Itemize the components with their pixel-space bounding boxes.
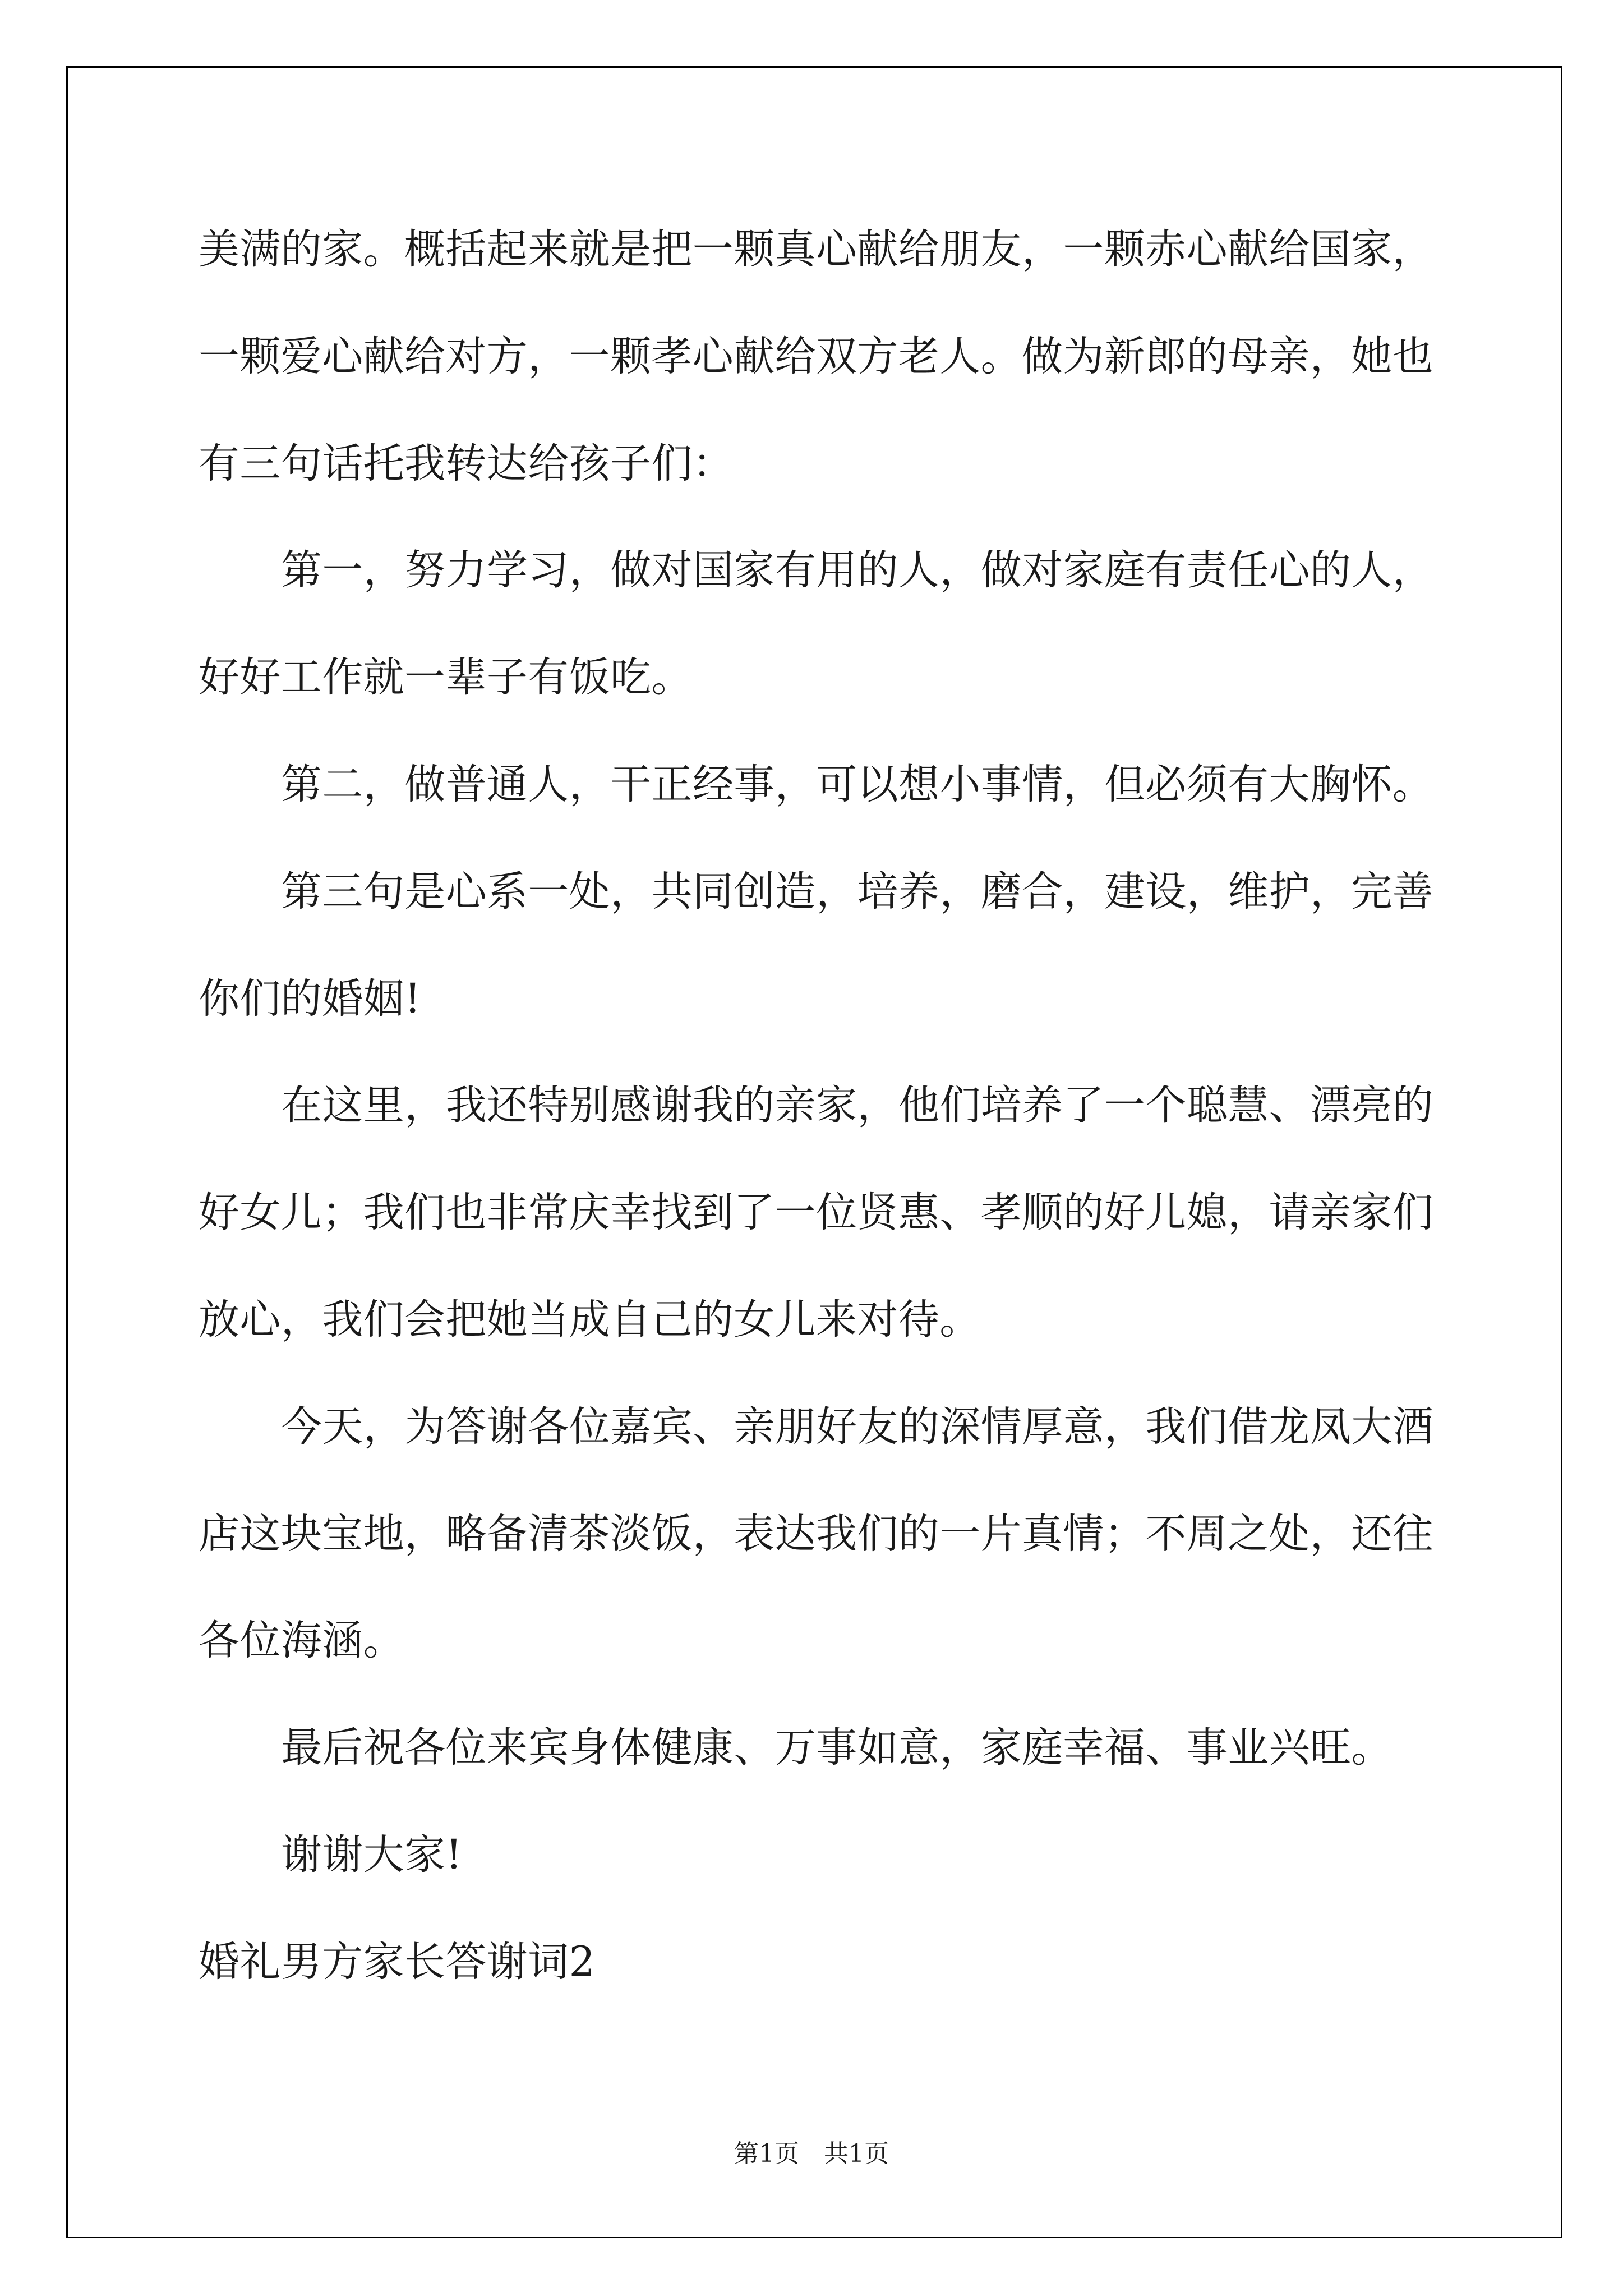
text-line: 好好工作就一辈子有饭吃。 [199, 654, 693, 702]
paragraph [199, 731, 1455, 839]
text-line: 第一，努力学习，做对国家有用的人，做对家庭有责任心的人， [281, 546, 1434, 595]
section-heading [199, 1909, 1455, 2016]
paragraph [199, 839, 1455, 1053]
paragraph [199, 1695, 1455, 1802]
paragraph [199, 517, 1455, 731]
document-body [199, 196, 1455, 2016]
text-line: 好女儿；我们也非常庆幸找到了一位贤惠、孝顺的好儿媳，请亲家们 [199, 1189, 1433, 1237]
text-line: 在这里，我还特别感谢我的亲家，他们培养了一个聪慧、漂亮的 [281, 1082, 1434, 1130]
text-line: 一颗爱心献给对方，一颗孝心献给双方老人。做为新郎的母亲，她也 [199, 332, 1433, 380]
heading-text: 婚礼男方家长答谢词2 [199, 1938, 596, 1986]
text-line: 第二，做普通人，干正经事，可以想小事情，但必须有大胸怀。 [281, 760, 1434, 808]
paragraph [199, 1802, 1455, 1909]
text-line: 有三句话托我转达给孩子们： [199, 439, 734, 487]
text-line: 各位海涵。 [199, 1617, 404, 1665]
paragraph [199, 1052, 1455, 1373]
text-line: 店这块宝地，略备清茶淡饭，表达我们的一片真情；不周之处，还往 [199, 1510, 1433, 1558]
paragraph [199, 196, 1455, 517]
text-line: 放心，我们会把她当成自己的女儿来对待。 [199, 1295, 981, 1343]
text-line: 今天，为答谢各位嘉宾、亲朋好友的深情厚意，我们借龙凤大酒 [281, 1402, 1434, 1451]
page-number: 第1页 共1页 [734, 2139, 889, 2168]
text-line: 美满的家。概括起来就是把一颗真心献给朋友，一颗赤心献给国家， [199, 226, 1433, 273]
text-line: 第三句是心系一处，共同创造，培养，磨合，建设，维护，完善 [281, 867, 1434, 915]
text-line: 最后祝各位来宾身体健康、万事如意，家庭幸福、事业兴旺。 [281, 1724, 1393, 1772]
text-line: 谢谢大家! [281, 1830, 463, 1879]
text-line: 你们的婚姻! [199, 974, 421, 1023]
paragraph [199, 1374, 1455, 1695]
